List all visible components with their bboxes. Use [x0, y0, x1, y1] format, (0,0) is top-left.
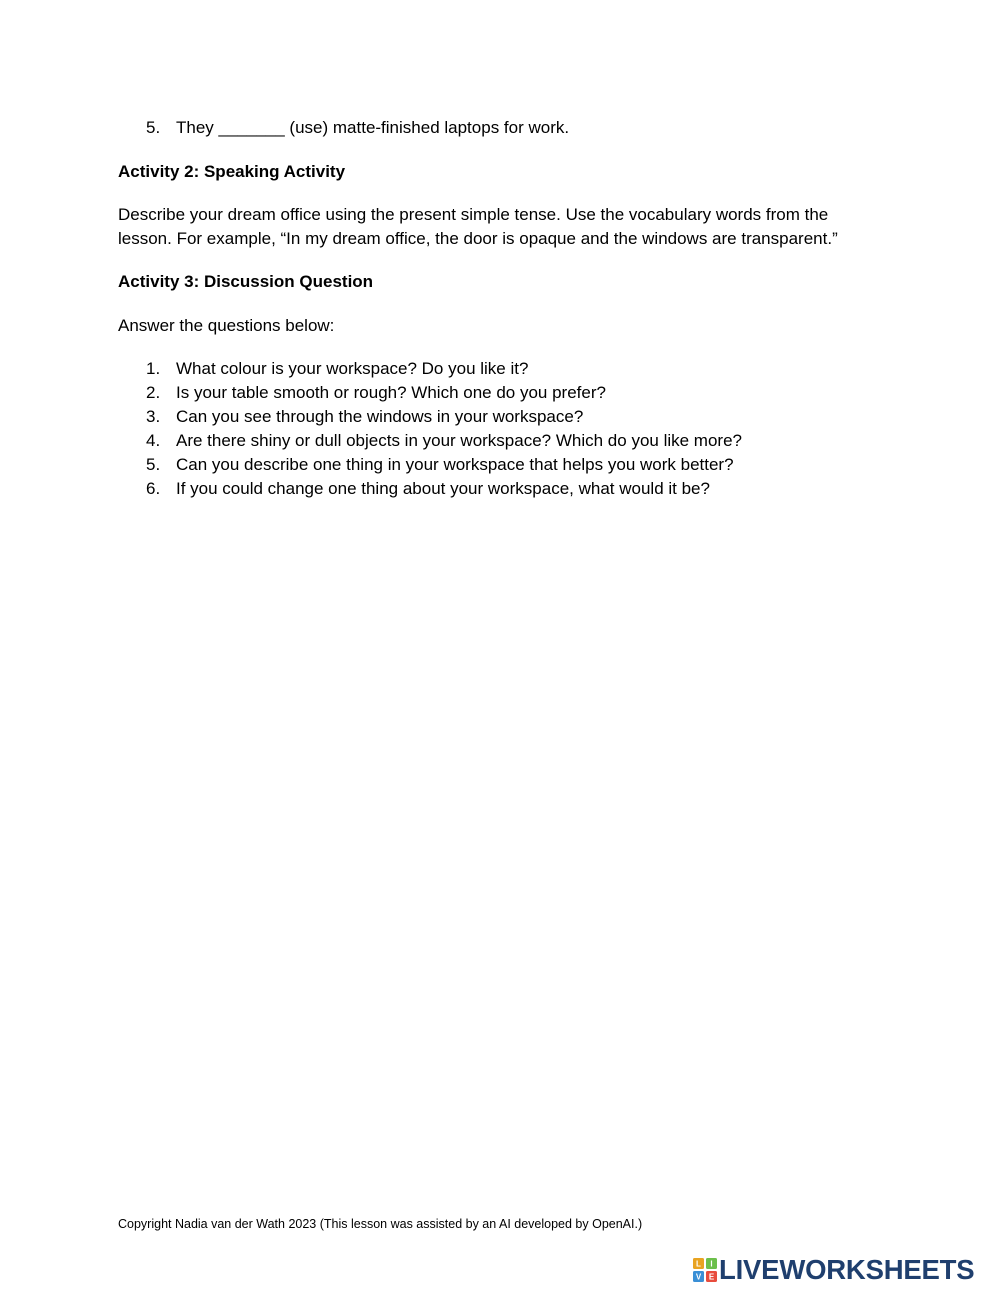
- question-text: Is your table smooth or rough? Which one do you prefer?: [176, 383, 606, 402]
- liveworksheets-logo-icon: [693, 1258, 717, 1282]
- list-number: 5.: [146, 455, 161, 474]
- question-text: Are there shiny or dull objects in your workspace? Which do you like more?: [176, 431, 742, 450]
- activity2-heading: Activity 2: Speaking Activity: [118, 162, 346, 181]
- liveworksheets-logo[interactable]: [693, 1254, 974, 1286]
- activity1-list-item-5: [146, 116, 569, 140]
- activity2-paragraph-line-1: Describe your dream office using the present simple tense. Use the vocabulary words from the: [118, 205, 829, 224]
- list-number: 2.: [146, 383, 161, 402]
- activity2-paragraph-line-2: lesson. For example, “In my dream office, the door is opaque and the windows are transparent.”: [118, 229, 838, 248]
- activity3-intro: Answer the questions below:: [118, 316, 335, 335]
- activity3-heading: Activity 3: Discussion Question: [118, 272, 374, 291]
- logo-tile-letter-2: I: [710, 1259, 713, 1269]
- question-item-6: [146, 477, 710, 501]
- list-number: 5.: [146, 118, 161, 137]
- logo-tile-letter-3: V: [695, 1272, 702, 1282]
- liveworksheets-logo-text: LIVEWORKSHEETS: [719, 1254, 975, 1285]
- list-number: 3.: [146, 407, 161, 426]
- question-item-5: [146, 453, 734, 477]
- question-item-2: [146, 381, 606, 405]
- question-text: Can you describe one thing in your workspace that helps you work better?: [176, 455, 734, 474]
- question-text: If you could change one thing about your workspace, what would it be?: [176, 479, 710, 498]
- list-number: 6.: [146, 479, 161, 498]
- question-item-3: [146, 405, 583, 429]
- list-number: 4.: [146, 431, 161, 450]
- copyright-footer: Copyright Nadia van der Wath 2023 (This lesson was assisted by an AI developed by OpenAI.): [118, 1217, 643, 1231]
- question-text: Can you see through the windows in your workspace?: [176, 407, 584, 426]
- logo-tile-letter-4: E: [708, 1272, 715, 1282]
- question-item-4: [146, 429, 742, 453]
- question-text: What colour is your workspace? Do you like it?: [176, 359, 529, 378]
- question-item-1: [146, 357, 528, 381]
- list-item-text: They _______ (use) matte-finished laptops for work.: [176, 118, 570, 137]
- logo-tile-letter-1: L: [696, 1259, 701, 1269]
- list-number: 1.: [146, 359, 161, 378]
